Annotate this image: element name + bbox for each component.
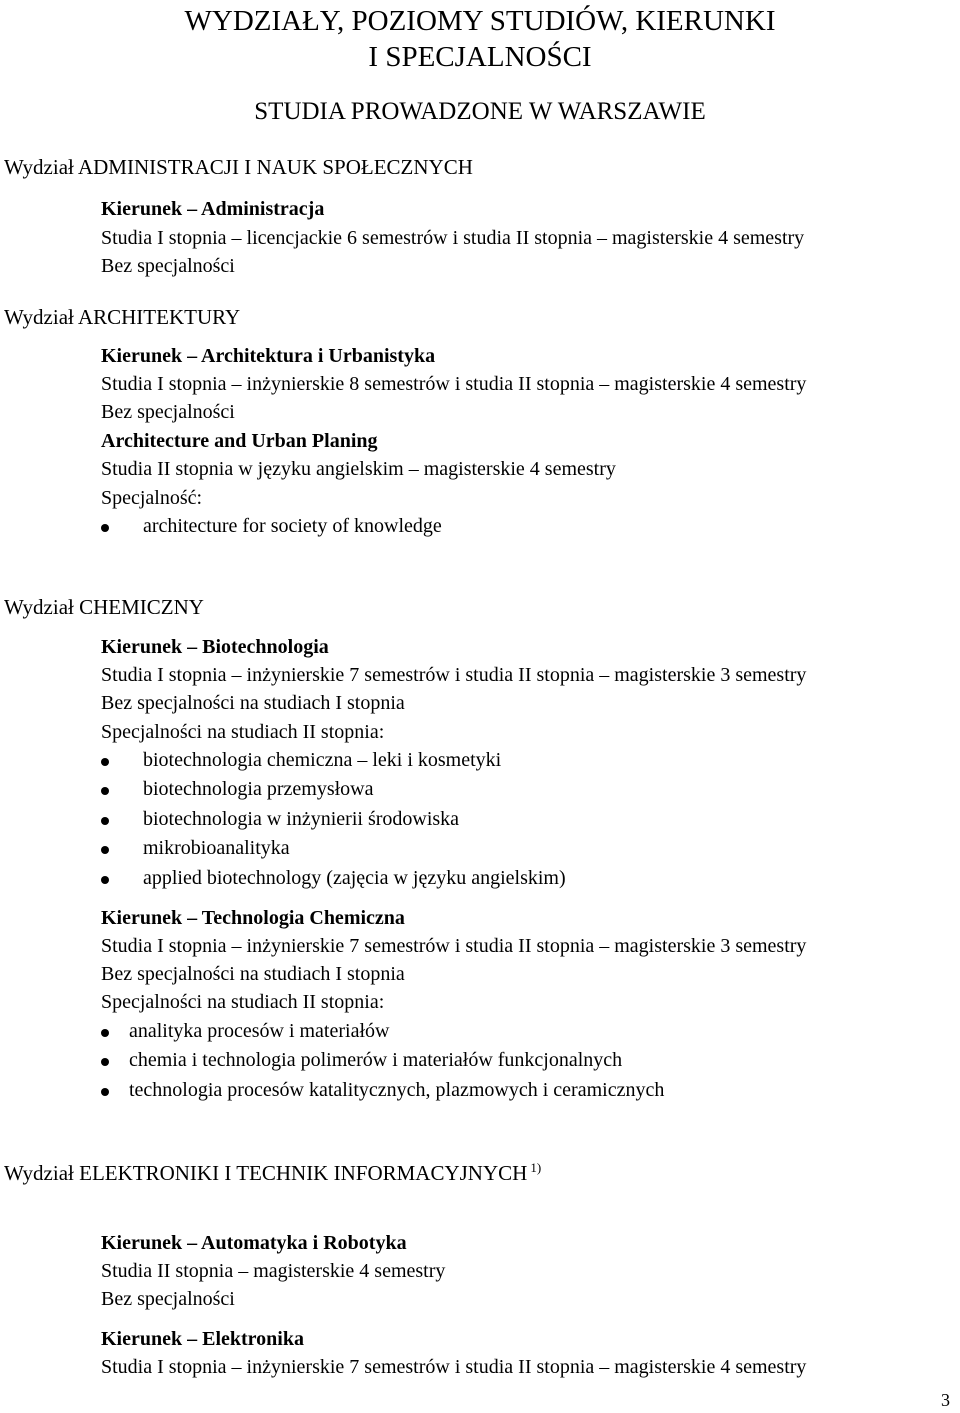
bullet-icon	[101, 817, 109, 825]
list-item: biotechnologia w inżynierii środowiska	[143, 808, 460, 830]
spec-label-architecture: Specjalność:	[101, 487, 203, 509]
kierunek-architecture-english: Architecture and Urban Planing	[101, 430, 378, 452]
page-number: 3	[941, 1390, 950, 1410]
list-item: biotechnologia chemiczna – leki i kosmetyki	[143, 749, 502, 771]
studia-elektronika: Studia I stopnia – inżynierskie 7 semestrów i studia II stopnia – magisterskie 4 semestry	[101, 1356, 807, 1378]
studia-technologia-chemiczna: Studia I stopnia – inżynierskie 7 semestrów i studia II stopnia – magisterskie 3 semestry	[101, 935, 807, 957]
studia-biotechnologia: Studia I stopnia – inżynierskie 7 semestrów i studia II stopnia – magisterskie 3 semestry	[101, 664, 807, 686]
page-subtitle: STUDIA PROWADZONE W WARSZAWIE	[254, 98, 706, 125]
list-item: mikrobioanalityka	[143, 837, 290, 859]
spec1-biotechnologia: Bez specjalności na studiach I stopnia	[101, 692, 405, 714]
studia-architecture-english: Studia II stopnia w języku angielskim – magisterskie 4 semestry	[101, 458, 616, 480]
kierunek-automatyka: Kierunek – Automatyka i Robotyka	[101, 1232, 407, 1254]
list-item: analityka procesów i materiałów	[129, 1020, 390, 1042]
spec-architektura: Bez specjalności	[101, 401, 235, 423]
faculty-elektronika-name: Wydział ELEKTRONIKI I TECHNIK INFORMACYJNYCH	[4, 1161, 528, 1185]
studia-automatyka: Studia II stopnia – magisterskie 4 semestry	[101, 1260, 446, 1282]
studia-administracja: Studia I stopnia – licencjackie 6 semestrów i studia II stopnia – magisterskie 4 semestry	[101, 227, 805, 249]
kierunek-elektronika: Kierunek – Elektronika	[101, 1328, 304, 1350]
spec-administracja: Bez specjalności	[101, 255, 235, 277]
bullet-icon	[101, 1058, 109, 1066]
spec2-label-technologia-chemiczna: Specjalności na studiach II stopnia:	[101, 991, 385, 1013]
faculty-chemiczny-heading: Wydział CHEMICZNY	[4, 595, 204, 619]
spec-automatyka: Bez specjalności	[101, 1288, 235, 1310]
list-item: architecture for society of knowledge	[143, 515, 442, 537]
bullet-icon	[101, 524, 109, 532]
kierunek-administracja: Kierunek – Administracja	[101, 198, 325, 220]
list-item: biotechnologia przemysłowa	[143, 778, 374, 800]
list-item: applied biotechnology (zajęcia w języku angielskim)	[143, 867, 566, 889]
list-item: technologia procesów katalitycznych, plazmowych i ceramicznych	[129, 1079, 665, 1101]
studia-architektura: Studia I stopnia – inżynierskie 8 semestrów i studia II stopnia – magisterskie 4 semestry	[101, 373, 807, 395]
kierunek-biotechnologia: Kierunek – Biotechnologia	[101, 636, 329, 658]
faculty-administracja-heading: Wydział ADMINISTRACJI I NAUK SPOŁECZNYCH	[4, 155, 473, 179]
kierunek-architektura: Kierunek – Architektura i Urbanistyka	[101, 345, 436, 367]
page-title-line-1: WYDZIAŁY, POZIOMY STUDIÓW, KIERUNKI	[184, 5, 776, 37]
bullet-icon	[101, 758, 109, 766]
faculty-elektronika-heading	[4, 1160, 541, 1186]
spec1-technologia-chemiczna: Bez specjalności na studiach I stopnia	[101, 963, 405, 985]
spec2-label-biotechnologia: Specjalności na studiach II stopnia:	[101, 721, 385, 743]
bullet-icon	[101, 1088, 109, 1096]
footnote-mark: 1)	[530, 1160, 542, 1175]
bullet-icon	[101, 846, 109, 854]
bullet-icon	[101, 876, 109, 884]
page-title-line-2: I SPECJALNOŚCI	[368, 41, 592, 73]
faculty-architektura-heading: Wydział ARCHITEKTURY	[4, 305, 241, 329]
list-item: chemia i technologia polimerów i materiałów funkcjonalnych	[129, 1049, 623, 1071]
bullet-icon	[101, 1029, 109, 1037]
bullet-icon	[101, 787, 109, 795]
kierunek-technologia-chemiczna: Kierunek – Technologia Chemiczna	[101, 907, 405, 929]
